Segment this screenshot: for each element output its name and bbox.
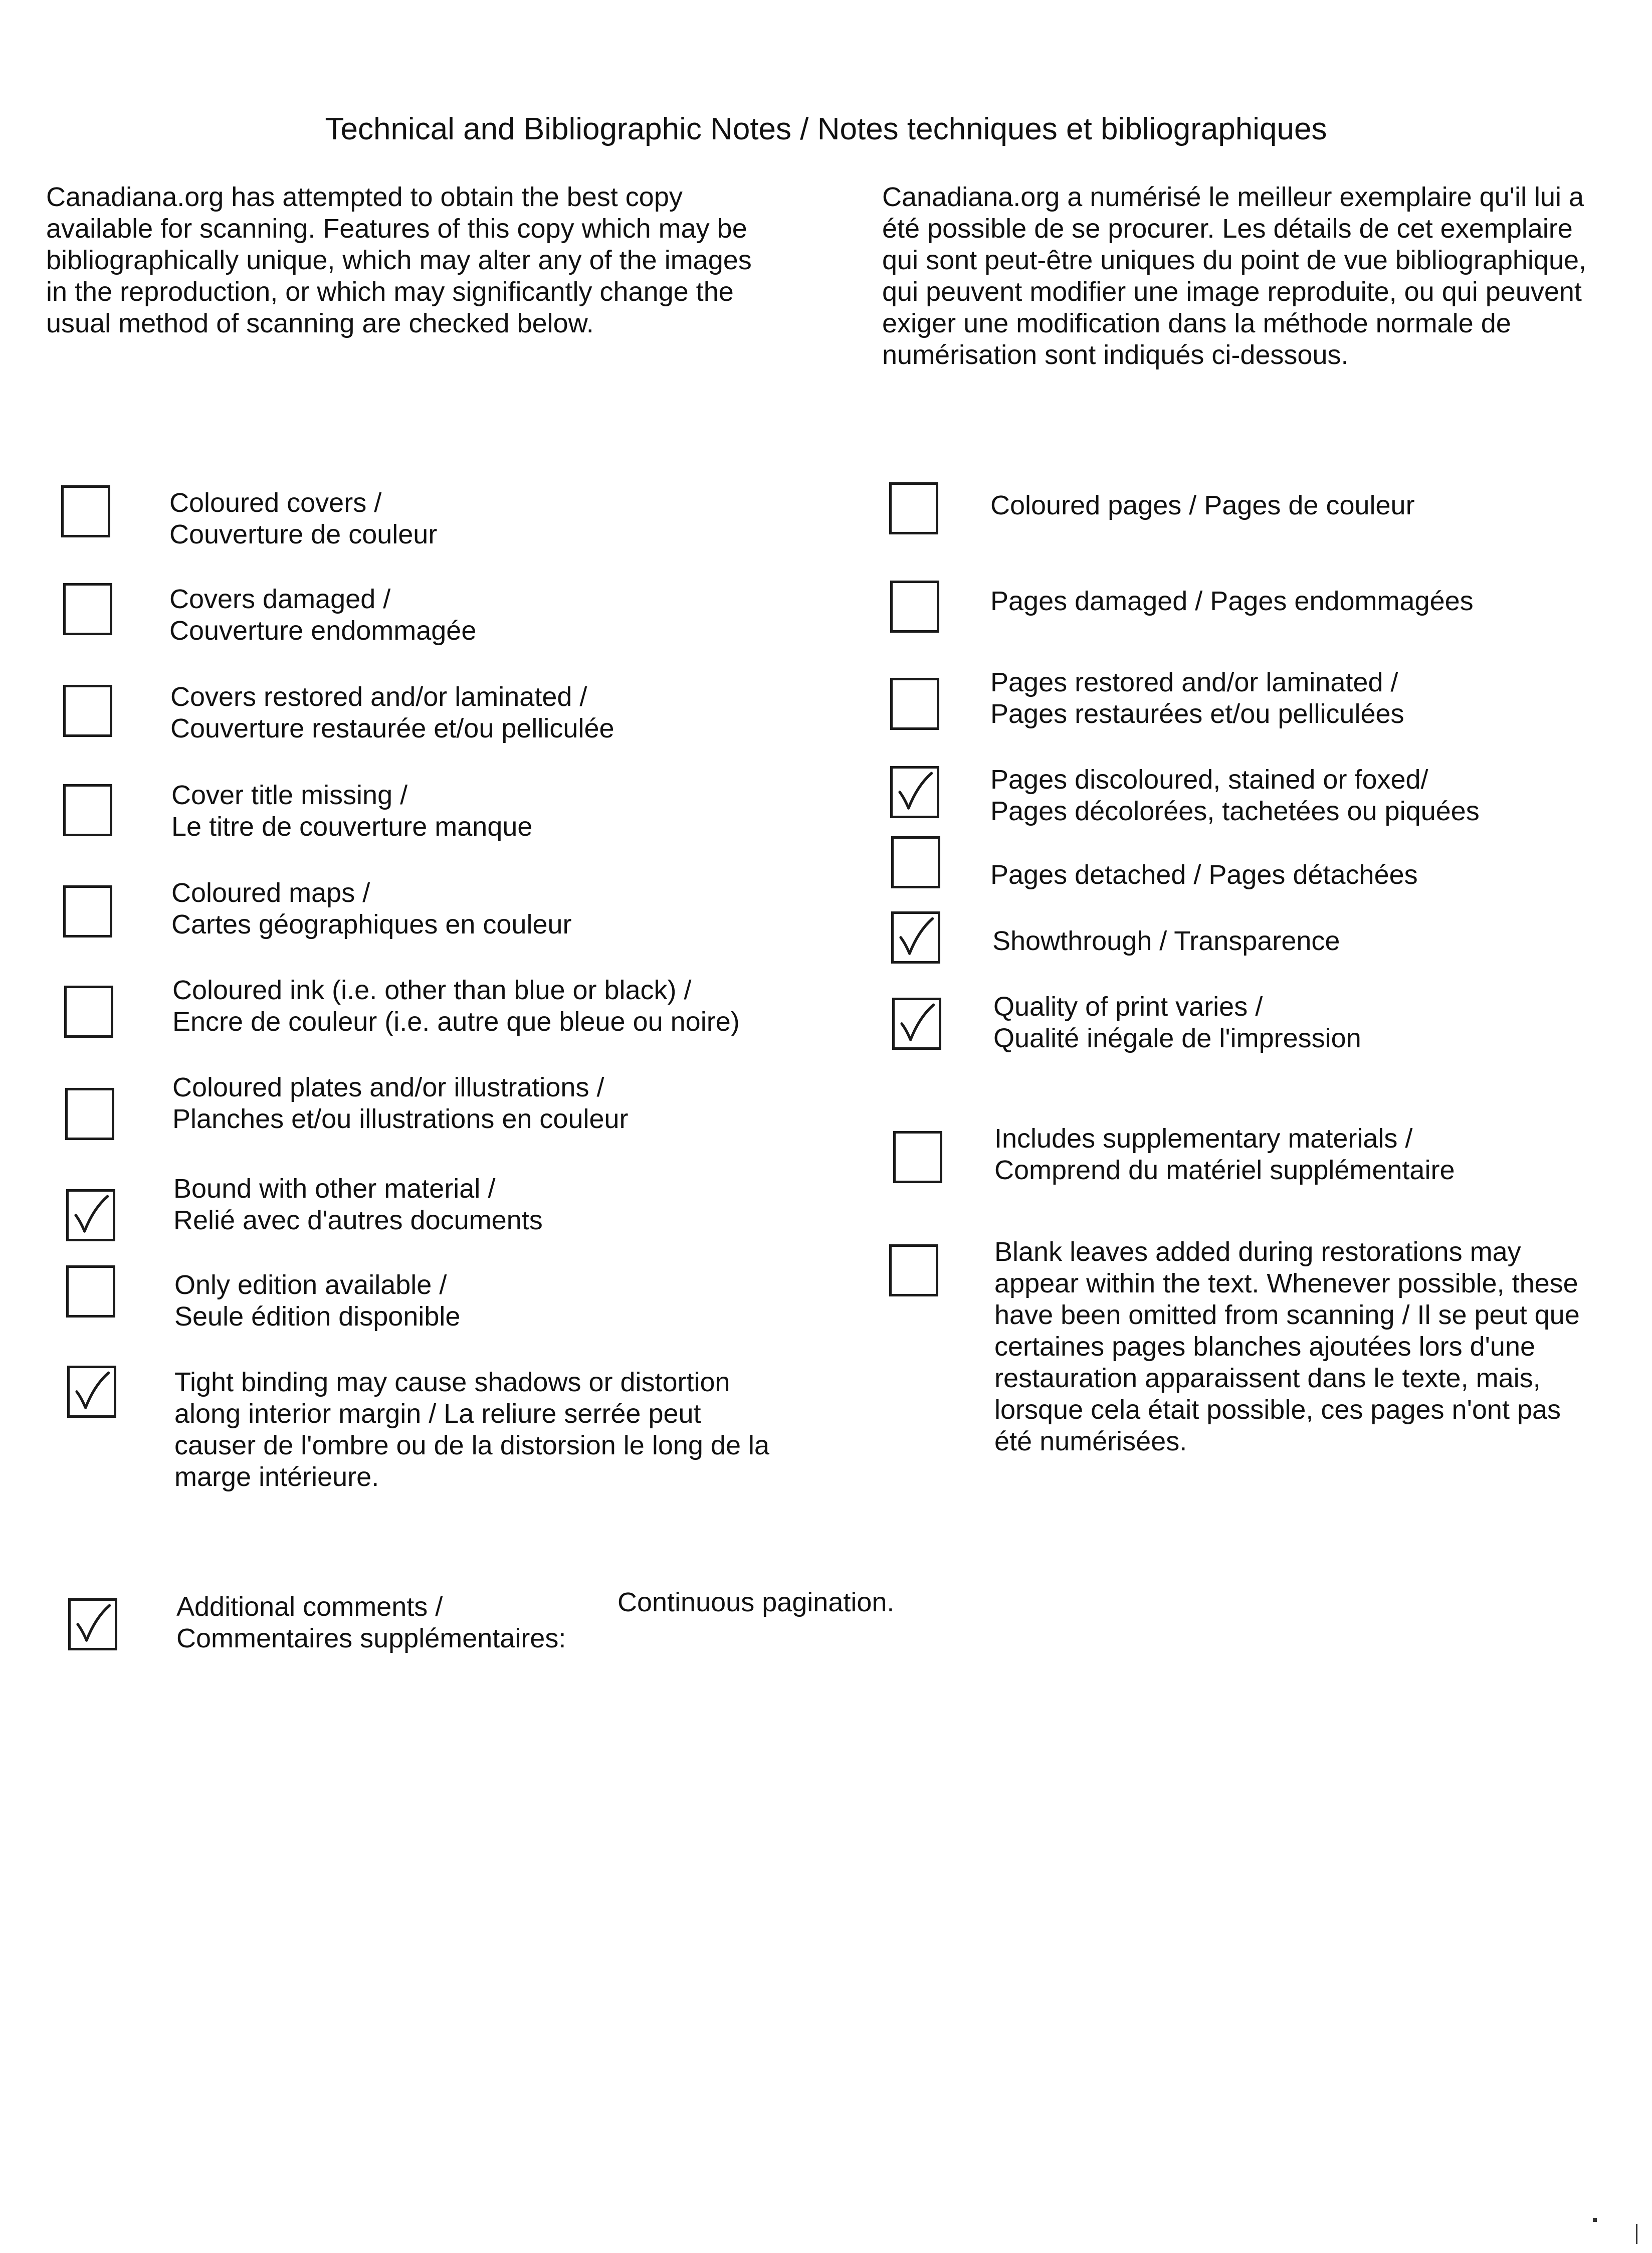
checkbox-quality-of-print[interactable] [892, 998, 941, 1050]
checkbox-coloured-ink[interactable] [64, 986, 113, 1038]
label-tight-binding: Tight binding may cause shadows or distortion along interior margin / La reliure serrée peut causer de l'ombre ou de la distorsion le long de la marge intérieure. [174, 1367, 770, 1492]
checkbox-coloured-maps[interactable] [63, 885, 112, 937]
label-coloured-maps: Coloured maps / Cartes géographiques en couleur [171, 878, 572, 940]
checkbox-only-edition-available[interactable] [66, 1265, 115, 1318]
checkbox-covers-restored[interactable] [63, 685, 112, 737]
checkmark-icon [70, 1368, 114, 1415]
label-covers-damaged: Covers damaged / Couverture endommagée [169, 584, 477, 646]
label-supplementary-materials: Includes supplementary materials / Comprend du matériel supplémentaire [994, 1123, 1455, 1185]
intro-french: Canadiana.org a numérisé le meilleur exemplaire qu'il lui a été possible de se procurer. Les détails de cet exemplaire qui sont peut-être uniques du point de vue bibliographique, qui peuvent modifier une image reproduite, ou qui peuvent exiger une modification dans la méthode normale de numérisation sont indiqués ci-dessous. [882, 182, 1587, 370]
checkbox-supplementary-materials[interactable] [893, 1131, 942, 1183]
checkbox-pages-discoloured[interactable] [890, 766, 939, 818]
label-additional-comments: Additional comments / Commentaires supplémentaires: [176, 1592, 566, 1653]
checkmark-icon [894, 914, 938, 961]
label-blank-leaves: Blank leaves added during restorations may appear within the text. Whenever possible, these have been omitted from scanning / Il se peut que certaines pages blanches ajoutées lors d'une restauration apparaissent dans le texte, mais, lorsque cela était possible, ces pages n'ont pas été numérisées. [994, 1237, 1580, 1456]
label-pages-restored: Pages restored and/or laminated / Pages restaurées et/ou pelliculées [990, 667, 1404, 729]
page-title: Technical and Bibliographic Notes / Notes techniques et bibliographiques [325, 112, 1327, 146]
label-pages-detached: Pages detached / Pages détachées [990, 860, 1418, 890]
label-cover-title-missing: Cover title missing / Le titre de couverture manque [171, 780, 533, 842]
checkbox-showthrough[interactable] [891, 911, 940, 964]
checkbox-pages-damaged[interactable] [890, 581, 939, 633]
label-pages-discoloured: Pages discoloured, stained or foxed/ Pages décolorées, tachetées ou piquées [990, 765, 1480, 826]
checkbox-tight-binding[interactable] [67, 1366, 116, 1418]
scan-speck [1593, 2218, 1597, 2222]
checkmark-icon [893, 769, 937, 816]
label-covers-restored: Covers restored and/or laminated / Couverture restaurée et/ou pelliculée [170, 682, 614, 743]
checkbox-coloured-covers[interactable] [61, 485, 110, 537]
checkbox-pages-restored[interactable] [890, 678, 939, 730]
intro-english: Canadiana.org has attempted to obtain the best copy available for scanning. Features of this copy which may be bibliographically unique, which may alter any of the images in the reproduction, or which may significantly change the usual method of scanning are checked below. [46, 182, 752, 338]
label-bound-with-other-material: Bound with other material / Relié avec d'autres documents [173, 1174, 543, 1235]
label-only-edition-available: Only edition available / Seule édition disponible [174, 1270, 461, 1332]
checkbox-cover-title-missing[interactable] [63, 784, 112, 836]
label-quality-of-print: Quality of print varies / Qualité inégale de l'impression [993, 992, 1361, 1053]
checkbox-coloured-pages[interactable] [889, 482, 938, 534]
additional-comments-value: Continuous pagination. [617, 1587, 895, 1617]
label-showthrough: Showthrough / Transparence [992, 926, 1340, 956]
scan-mark [1636, 2224, 1637, 2244]
checkbox-bound-with-other-material[interactable] [66, 1189, 115, 1241]
label-coloured-covers: Coloured covers / Couverture de couleur [169, 488, 438, 549]
checkbox-coloured-plates[interactable] [65, 1088, 114, 1140]
label-coloured-ink: Coloured ink (i.e. other than blue or black) / Encre de couleur (i.e. autre que bleue ou noire) [172, 975, 740, 1037]
label-pages-damaged: Pages damaged / Pages endommagées [990, 586, 1474, 616]
checkbox-covers-damaged[interactable] [63, 583, 112, 635]
checkbox-additional-comments[interactable] [68, 1598, 117, 1650]
checkmark-icon [71, 1601, 115, 1648]
checkbox-blank-leaves[interactable] [889, 1244, 938, 1296]
label-coloured-plates: Coloured plates and/or illustrations / Planches et/ou illustrations en couleur [172, 1072, 629, 1134]
checkbox-pages-detached[interactable] [891, 836, 940, 888]
checkmark-icon [895, 1000, 939, 1047]
checkmark-icon [69, 1192, 113, 1239]
label-coloured-pages: Coloured pages / Pages de couleur [990, 490, 1415, 520]
